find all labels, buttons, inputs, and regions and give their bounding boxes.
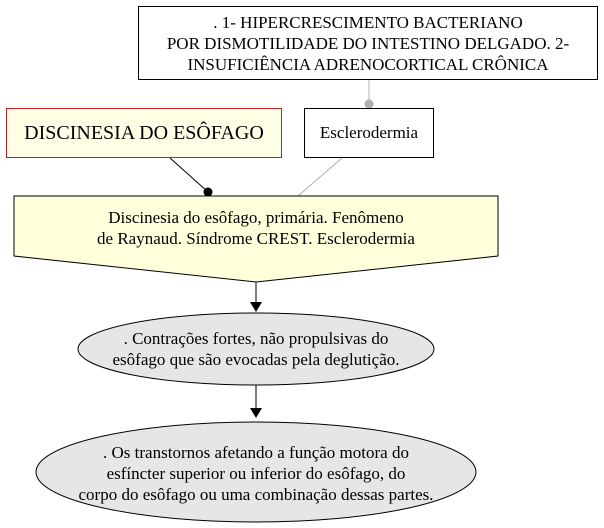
discinesia-box	[6, 108, 282, 158]
esclerodermia-box	[304, 108, 434, 158]
connector-dot-black	[204, 188, 213, 197]
discinesia-box-label: DISCINESIA DO ESÔFAGO	[24, 122, 264, 144]
ellipse1-node	[78, 318, 434, 380]
main-node-line-1: Discinesia do esôfago, primária. Fenômeno	[108, 208, 404, 227]
esclerodermia-box-label: Esclerodermia	[319, 123, 419, 142]
ellipse1-line-2: esôfago que são evocadas pela deglutição.	[112, 350, 400, 369]
top-box-line-3: INSUFICIÊNCIA ADRENOCORTICAL CRÔNICA	[187, 54, 549, 74]
connector-discinesia-to-main	[170, 158, 208, 192]
top-box-line-1: . 1- HIPERCRESCIMENTO BACTERIANO	[213, 12, 523, 32]
top-box	[138, 6, 598, 80]
main-node	[14, 198, 498, 258]
main-node-line-2: de Raynaud. Síndrome CREST. Esclerodermia	[97, 229, 415, 248]
ellipse2-line-1: . Os transtornos afetando a função motora do	[103, 442, 409, 462]
top-box-line-2: POR DISMOTILIDADE DO INTESTINO DELGADO. 2-	[166, 33, 570, 53]
ellipse2-line-2: esfíncter superior ou inferior do esôfago, do	[106, 463, 406, 483]
ellipse2-node	[36, 426, 476, 520]
connector-esclerodermia-to-main	[298, 158, 342, 196]
ellipse1-line-1: . Contrações fortes, não propulsivas do	[123, 329, 389, 348]
ellipse2-line-3: corpo do esôfago ou uma combinação dessas partes.	[78, 484, 434, 504]
